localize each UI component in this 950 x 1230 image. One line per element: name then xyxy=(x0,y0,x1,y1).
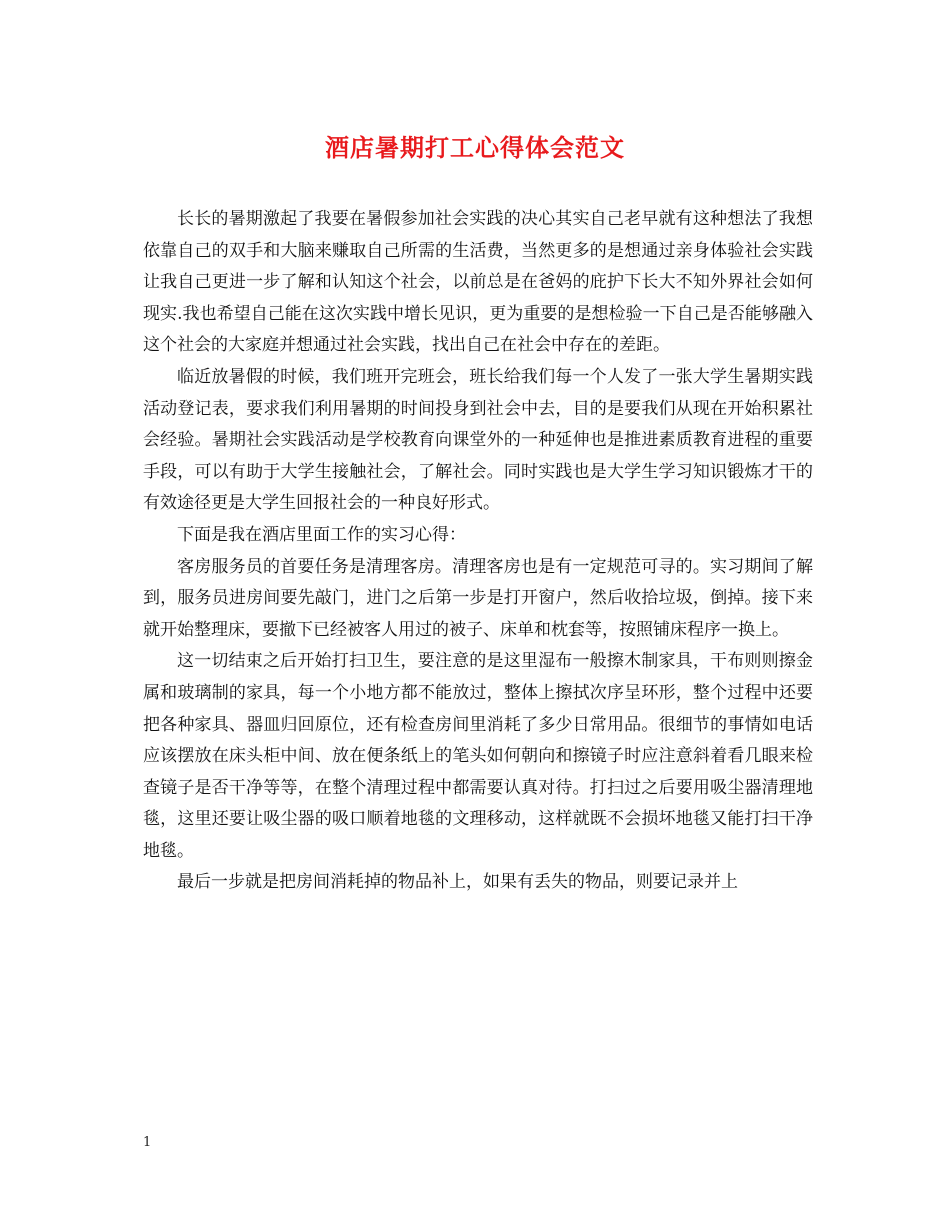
paragraph: 客房服务员的首要任务是清理客房。清理客房也是有一定规范可寻的。实习期间了解到，服务员进房间要先敲门，进门之后第一步是打开窗户，然后收拾垃圾，倒掉。接下来就开始整理床，要撤下已经被客人用过的被子、床单和枕套等，按照铺床程序一换上。 xyxy=(143,556,813,640)
paragraph: 长长的暑期激起了我要在暑假参加社会实践的决心其实自己老早就有这种想法了我想依靠自己的双手和大脑来赚取自己所需的生活费，当然更多的是想通过亲身体验社会实践让我自己更进一步了解和认知这个社会，以前总是在爸妈的庇护下长大不知外界社会如何现实.我也希望自己能在这次实践中增长见识，更为重要的是想检验一下自己是否能够融入这个社会的大家庭并想通过社会实践，找出自己在社会中存在的差距。 xyxy=(143,209,813,356)
paragraph: 最后一步就是把房间消耗掉的物品补上，如果有丢失的物品，则要记录并上 xyxy=(177,872,738,893)
document-body xyxy=(143,204,813,899)
paragraph: 临近放暑假的时候，我们班开完班会，班长给我们每一个人发了一张大学生暑期实践活动登记表，要求我们利用暑期的时间投身到社会中去，目的是要我们从现在开始积累社会经验。暑期社会实践活动是学校教育向课堂外的一种延伸也是推进素质教育进程的重要手段，可以有助于大学生接触社会，了解社会。同时实践也是大学生学习知识锻炼才干的有效途径更是大学生回报社会的一种良好形式。 xyxy=(143,366,813,514)
document-title: 酒店暑期打工心得体会范文 xyxy=(325,133,625,162)
paragraph: 这一切结束之后开始打扫卫生，要注意的是这里湿布一般擦木制家具，干布则则擦金属和玻璃制的家具，每一个小地方都不能放过，整体上擦拭次序呈环形，整个过程中还要把各种家具、器皿归回原位，还有检查房间里消耗了多少日常用品。很细节的事情如电话应该摆放在床头柜中间、放在便条纸上的笔头如何朝向和擦镜子时应注意斜着看几眼来检查镜子是否干净等等，在整个清理过程中都需要认真对待。打扫过之后要用吸尘器清理地毯，这里还要让吸尘器的吸口顺着地毯的文理移动，这样就既不会损坏地毯又能打扫干净地毯。 xyxy=(143,651,813,861)
page-number: 1 xyxy=(143,1135,152,1150)
paragraph: 下面是我在酒店里面工作的实习心得： xyxy=(177,524,466,545)
